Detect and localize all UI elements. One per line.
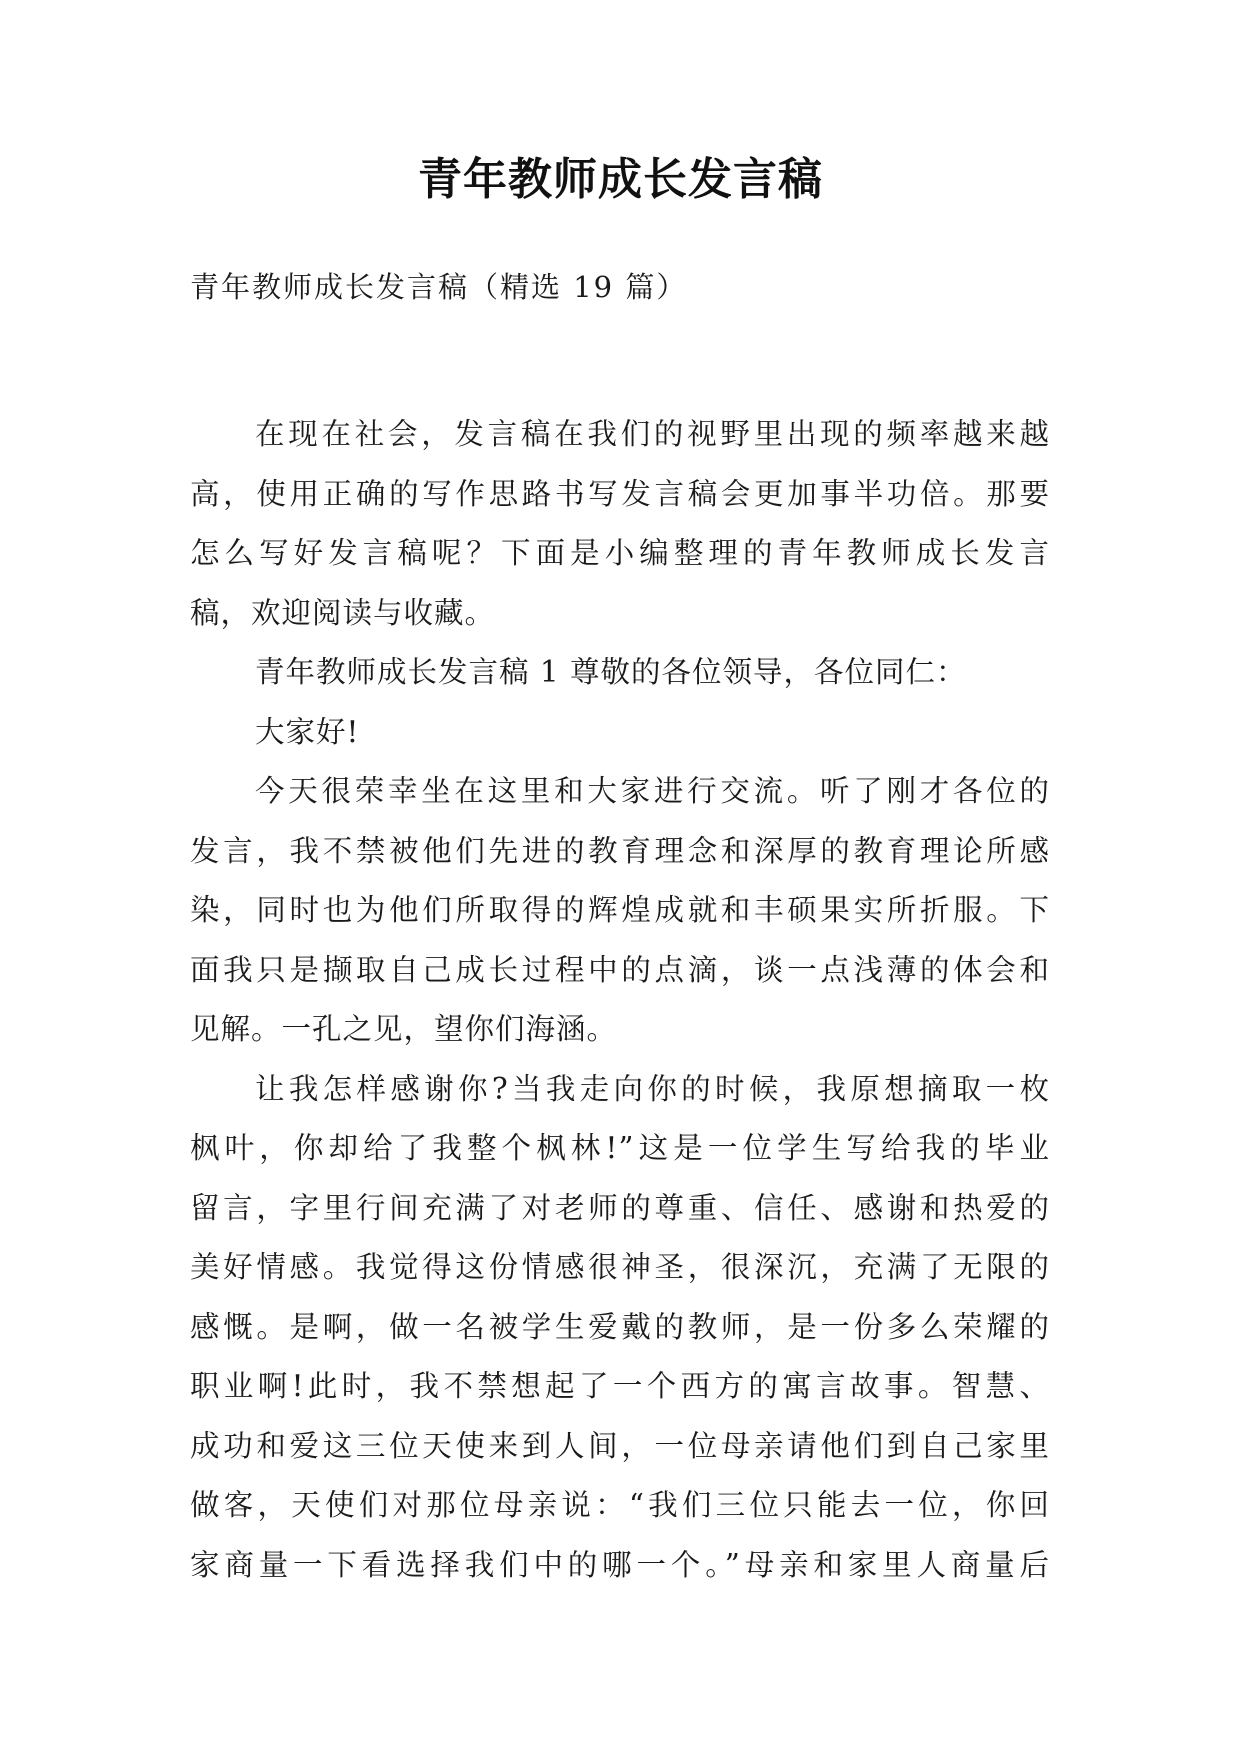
body-line: 让我怎样感谢你?当我走向你的时候，我原想摘取一枚 xyxy=(255,1071,1050,1106)
body-line: 在现在社会，发言稿在我们的视野里出现的频率越来越 xyxy=(255,417,1050,451)
body-line: 职业啊!此时，我不禁想起了一个西方的寓言故事。智慧、 xyxy=(190,1369,1050,1403)
body-line: 成功和爱这三位天使来到人间，一位母亲请他们到自己家里 xyxy=(190,1428,1050,1463)
document-title: 青年教师成长发言稿 xyxy=(418,154,823,205)
body-line: 做客，天使们对那位母亲说：“我们三位只能去一位，你回 xyxy=(190,1488,1050,1522)
body-line: 大家好! xyxy=(255,714,360,749)
body-line: 感慨。是啊，做一名被学生爱戴的教师，是一份多么荣耀的 xyxy=(190,1309,1050,1344)
body-line: 见解。一孔之见，望你们海涵。 xyxy=(190,1012,618,1046)
body-line: 留言，字里行间充满了对老师的尊重、信任、感谢和热爱的 xyxy=(190,1190,1050,1225)
body-line: 高，使用正确的写作思路书写发言稿会更加事半功倍。那要 xyxy=(190,476,1050,511)
body-line: 面我只是撷取自己成长过程中的点滴，谈一点浅薄的体会和 xyxy=(190,952,1050,987)
body-line: 青年教师成长发言稿 1 尊敬的各位领导，各位同仁： xyxy=(255,655,967,689)
body-line: 发言，我不禁被他们先进的教育理念和深厚的教育理论所感 xyxy=(190,833,1050,868)
body-line: 家商量一下看选择我们中的哪一个。”母亲和家里人商量后 xyxy=(190,1547,1050,1582)
body-line: 今天很荣幸坐在这里和大家进行交流。听了刚才各位的 xyxy=(255,774,1050,808)
document-body xyxy=(190,405,1050,1595)
body-line: 染，同时也为他们所取得的辉煌成就和丰硕果实所折服。下 xyxy=(190,893,1050,927)
body-line: 怎么写好发言稿呢？下面是小编整理的青年教师成长发言 xyxy=(190,536,1050,570)
body-line: 枫叶，你却给了我整个枫林!”这是一位学生写给我的毕业 xyxy=(190,1131,1050,1165)
body-line: 美好情感。我觉得这份情感很神圣，很深沉，充满了无限的 xyxy=(190,1250,1050,1284)
body-line: 稿，欢迎阅读与收藏。 xyxy=(190,595,496,630)
document-subtitle: 青年教师成长发言稿（精选 19 篇） xyxy=(190,270,688,304)
